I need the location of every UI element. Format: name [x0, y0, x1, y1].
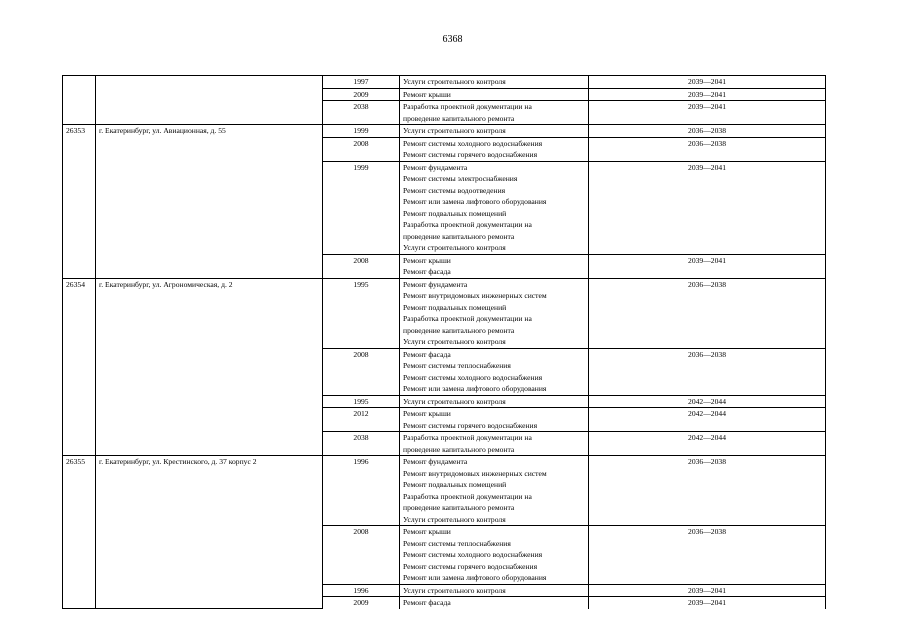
- works-cell: [400, 101, 589, 125]
- period-cell: 2036—2038: [589, 137, 826, 161]
- address-cell: г. Екатеринбург, ул. Крестинского, д. 37 корпус 2: [96, 456, 323, 609]
- works-cell: [400, 88, 589, 101]
- work-item: Ремонт системы горячего водоснабжения: [403, 561, 538, 571]
- year-cell: 2009: [323, 597, 400, 609]
- work-item: проведение капитального ремонта: [403, 231, 515, 241]
- period-cell: 2042—2044: [589, 432, 826, 456]
- year-cell: 1996: [323, 456, 400, 526]
- work-item: Ремонт внутридомовых инженерных систем: [403, 291, 547, 300]
- table-row: [63, 278, 826, 348]
- works-cell: [400, 348, 589, 395]
- year-cell: 2008: [323, 254, 400, 278]
- works-cell: [400, 137, 589, 161]
- works-cell: [400, 395, 589, 408]
- page-number: 6368: [442, 34, 463, 45]
- year-cell: 1995: [323, 278, 400, 348]
- period-cell: 2042—2044: [589, 395, 826, 408]
- works-cell: [400, 408, 589, 432]
- year-cell: 1996: [323, 584, 400, 597]
- period-cell: 2039—2041: [589, 254, 826, 278]
- period-cell: 2039—2041: [589, 161, 826, 254]
- work-item: Ремонт системы теплоснабжения: [403, 361, 511, 370]
- work-item: Ремонт крыши: [403, 527, 451, 536]
- year-cell: 1999: [323, 125, 400, 138]
- house-number-cell: [63, 76, 96, 125]
- work-item: Ремонт фасада: [403, 598, 451, 607]
- period-cell: 2036—2038: [589, 348, 826, 395]
- work-item: Услуги строительного контроля: [403, 514, 506, 524]
- year-cell: 2009: [323, 88, 400, 101]
- house-number-cell: 26354: [63, 278, 96, 456]
- work-item: Разработка проектной документации на: [403, 314, 532, 323]
- works-cell: [400, 597, 589, 609]
- work-item: проведение капитального ремонта: [403, 444, 515, 454]
- work-item: Ремонт крыши: [403, 89, 451, 99]
- year-cell: 2008: [323, 348, 400, 395]
- work-item: Ремонт фасада: [403, 267, 451, 276]
- works-cell: [400, 161, 589, 254]
- house-number-cell: 26353: [63, 125, 96, 279]
- capital-repair-table: [62, 75, 826, 609]
- address-cell: г. Екатеринбург, ул. Авиационная, д. 55: [96, 125, 323, 279]
- works-cell: [400, 456, 589, 526]
- work-item: Разработка проектной документации на: [403, 491, 532, 501]
- work-item: Ремонт системы холодного водоснабжения: [403, 550, 543, 559]
- work-item: Услуги строительного контроля: [403, 77, 506, 86]
- period-cell: 2036—2038: [589, 526, 826, 585]
- work-item: Услуги строительного контроля: [403, 337, 506, 346]
- work-item: Ремонт или замена лифтового оборудования: [403, 197, 547, 206]
- year-cell: 2038: [323, 101, 400, 125]
- work-item: проведение капитального ремонта: [403, 325, 515, 335]
- year-cell: 2038: [323, 432, 400, 456]
- work-item: Услуги строительного контроля: [403, 243, 506, 252]
- works-cell: [400, 432, 589, 456]
- works-cell: [400, 76, 589, 89]
- table-row: [63, 125, 826, 138]
- period-cell: 2039—2041: [589, 597, 826, 609]
- work-item: Разработка проектной документации на: [403, 220, 532, 229]
- work-item: Ремонт подвальных помещений: [403, 208, 507, 218]
- table-row: [63, 76, 826, 89]
- year-cell: 2008: [323, 137, 400, 161]
- work-item: Разработка проектной документации на: [403, 102, 532, 111]
- works-cell: [400, 278, 589, 348]
- year-cell: 2012: [323, 408, 400, 432]
- work-item: Услуги строительного контроля: [403, 396, 506, 406]
- work-item: Ремонт подвальных помещений: [403, 302, 507, 312]
- work-item: Ремонт фундамента: [403, 162, 468, 172]
- work-item: Услуги строительного контроля: [403, 585, 506, 595]
- year-cell: 1999: [323, 161, 400, 254]
- work-item: Ремонт или замена лифтового оборудования: [403, 573, 547, 582]
- work-item: Услуги строительного контроля: [403, 126, 506, 135]
- period-cell: 2042—2044: [589, 408, 826, 432]
- work-item: Ремонт системы теплоснабжения: [403, 538, 511, 548]
- year-cell: 2008: [323, 526, 400, 585]
- works-cell: [400, 584, 589, 597]
- address-cell: [96, 76, 323, 125]
- work-item: Ремонт подвальных помещений: [403, 480, 507, 489]
- period-cell: 2039—2041: [589, 584, 826, 597]
- work-item: Ремонт системы водоотведения: [403, 185, 506, 195]
- work-item: проведение капитального ремонта: [403, 113, 515, 123]
- work-item: Ремонт крыши: [403, 255, 451, 265]
- work-item: Ремонт системы горячего водоснабжения: [403, 150, 538, 159]
- work-item: Ремонт внутридомовых инженерных систем: [403, 468, 547, 478]
- work-item: Ремонт крыши: [403, 409, 451, 418]
- work-item: Ремонт фундамента: [403, 457, 468, 466]
- house-number-cell: 26355: [63, 456, 96, 609]
- period-cell: 2039—2041: [589, 88, 826, 101]
- period-cell: 2036—2038: [589, 278, 826, 348]
- work-item: Ремонт системы электроснабжения: [403, 174, 518, 183]
- period-cell: 2036—2038: [589, 456, 826, 526]
- work-item: Ремонт фундамента: [403, 279, 468, 289]
- works-cell: [400, 526, 589, 585]
- work-item: Ремонт системы холодного водоснабжения: [403, 372, 543, 382]
- work-item: Ремонт системы холодного водоснабжения: [403, 138, 543, 148]
- work-item: Ремонт системы горячего водоснабжения: [403, 420, 538, 430]
- period-cell: 2036—2038: [589, 125, 826, 138]
- year-cell: 1995: [323, 395, 400, 408]
- work-item: Ремонт фасада: [403, 349, 451, 359]
- work-item: Ремонт или замена лифтового оборудования: [403, 384, 547, 393]
- period-cell: 2039—2041: [589, 76, 826, 89]
- work-item: проведение капитального ремонта: [403, 503, 515, 512]
- works-cell: [400, 254, 589, 278]
- period-cell: 2039—2041: [589, 101, 826, 125]
- works-cell: [400, 125, 589, 138]
- work-item: Разработка проектной документации на: [403, 433, 532, 442]
- table-row: [63, 456, 826, 526]
- address-cell: г. Екатеринбург, ул. Агрономическая, д. 2: [96, 278, 323, 456]
- year-cell: 1997: [323, 76, 400, 89]
